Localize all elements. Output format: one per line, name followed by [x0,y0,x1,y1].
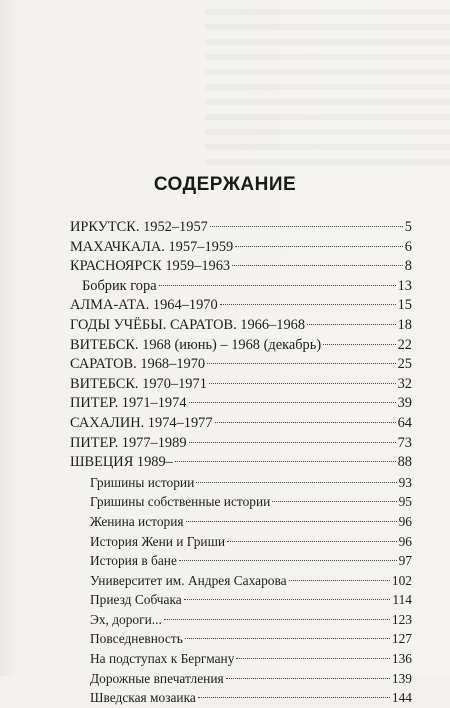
toc-entry-title: Бобрик гора [82,277,157,294]
dot-leader [164,619,390,620]
toc-entry-title: ПИТЕР. 1977–1989 [70,434,187,451]
toc-entry [70,355,412,375]
toc-entry [70,649,412,669]
dot-leader [220,304,396,305]
toc-entry-title: История Жени и Гриши [90,533,226,549]
toc-entry-page-number: 93 [398,474,412,490]
toc-entry-title: ГОДЫ УЧЁБЫ. САРАТОВ. 1966–1968 [70,316,306,333]
dot-leader [323,344,395,345]
toc-entry-page-number: 73 [397,434,412,451]
toc-entry-title: ВИТЕБСК. 1970–1971 [70,375,207,392]
toc-entry [70,434,412,454]
toc-entry [70,629,412,649]
toc-entry-title: Повседневность [90,631,183,647]
toc-entry-title: Гришины истории [90,474,195,490]
toc-entry-page-number: 88 [397,454,412,471]
dot-leader [189,402,396,403]
table-of-contents [70,218,412,708]
toc-entry-page-number: 123 [391,611,412,627]
dot-leader [209,383,396,384]
toc-entry [70,238,412,258]
toc-entry-page-number: 8 [404,258,412,275]
dot-leader [227,541,397,542]
toc-entry-page-number: 22 [397,336,412,353]
toc-entry-title: Шведская мозаика [90,690,196,706]
toc-entry-page-number: 139 [391,670,412,686]
toc-entry [70,375,412,395]
toc-entry-title: САРАТОВ. 1968–1970 [70,356,206,373]
toc-entry-title: Женина история [90,513,184,529]
toc-entry [70,218,412,238]
toc-entry [70,610,412,630]
toc-entry-page-number: 32 [397,375,412,392]
toc-entry-title: САХАЛИН. 1974–1977 [70,414,213,431]
toc-entry [70,532,412,552]
toc-entry-title: МАХАЧКАЛА. 1957–1959 [70,238,234,255]
show-through-text-region [205,0,450,165]
toc-entry-page-number: 127 [391,631,412,647]
toc-entry-page-number: 136 [391,651,412,667]
toc-entry [70,316,412,336]
dot-leader [207,363,396,364]
toc-entry-page-number: 144 [391,690,412,706]
toc-entry-title: АЛМА-АТА. 1964–1970 [70,297,218,314]
toc-entry-page-number: 95 [398,494,412,510]
dot-leader [184,599,391,600]
toc-entry [70,551,412,571]
toc-entry [70,590,412,610]
toc-entry-title: ПИТЕР. 1971–1974 [70,395,187,412]
toc-entry [70,492,412,512]
toc-entry-page-number: 6 [404,238,412,255]
toc-entry [70,688,412,708]
toc-entry [70,571,412,591]
toc-entry [70,257,412,277]
toc-entry-page-number: 39 [397,395,412,412]
toc-entry-title: ИРКУТСК. 1952–1957 [70,219,208,235]
toc-entry-page-number: 114 [392,592,412,608]
dot-leader [196,482,396,483]
dot-leader [179,560,397,561]
toc-entry-title: Гришины собственные истории [90,494,271,510]
toc-entry-page-number: 15 [397,297,412,314]
dot-leader [289,580,390,581]
toc-entry [70,296,412,316]
toc-entry-title: Приезд Собчака [90,592,182,608]
dot-leader [185,638,390,639]
toc-entry-page-number: 5 [404,219,412,235]
toc-entry-page-number: 102 [391,572,412,588]
toc-entry-title: Университет им. Андрея Сахарова [90,572,287,588]
toc-entry [70,512,412,532]
dot-leader [307,324,396,325]
dot-leader [272,501,396,502]
toc-entry [70,453,412,473]
toc-entry-title: ВИТЕБСК. 1968 (июнь) – 1968 (декабрь) [70,336,322,353]
toc-entry-title: КРАСНОЯРСК 1959–1963 [70,258,231,275]
dot-leader [189,442,396,443]
dot-leader [236,658,390,659]
toc-entry-title: История в бане [90,553,177,569]
dot-leader [226,678,390,679]
toc-entry [70,394,412,414]
toc-entry-title: ШВЕЦИЯ 1989– [70,454,173,471]
dot-leader [210,226,403,227]
toc-entry-page-number: 13 [397,277,412,294]
dot-leader [175,461,396,462]
toc-entry-page-number: 97 [398,553,412,569]
dot-leader [159,285,396,286]
dot-leader [232,265,403,266]
toc-entry-title: Эх, дороги... [90,611,162,627]
toc-entry [70,336,412,356]
page-title: СОДЕРЖАНИЕ [153,174,297,195]
toc-entry-title: На подступах к Бергману [90,651,235,667]
toc-entry [70,414,412,434]
toc-entry [70,473,412,493]
toc-entry-page-number: 96 [398,533,412,549]
toc-entry-page-number: 25 [397,356,412,373]
toc-entry-page-number: 96 [398,513,412,529]
dot-leader [198,697,390,698]
dot-leader [186,521,397,522]
toc-entry-page-number: 18 [397,316,412,333]
toc-entry-page-number: 64 [397,414,412,431]
toc-entry-title: Дорожные впечатления [90,670,224,686]
dot-leader [215,422,396,423]
toc-entry [70,277,412,297]
dot-leader [235,246,403,247]
toc-entry [70,669,412,689]
